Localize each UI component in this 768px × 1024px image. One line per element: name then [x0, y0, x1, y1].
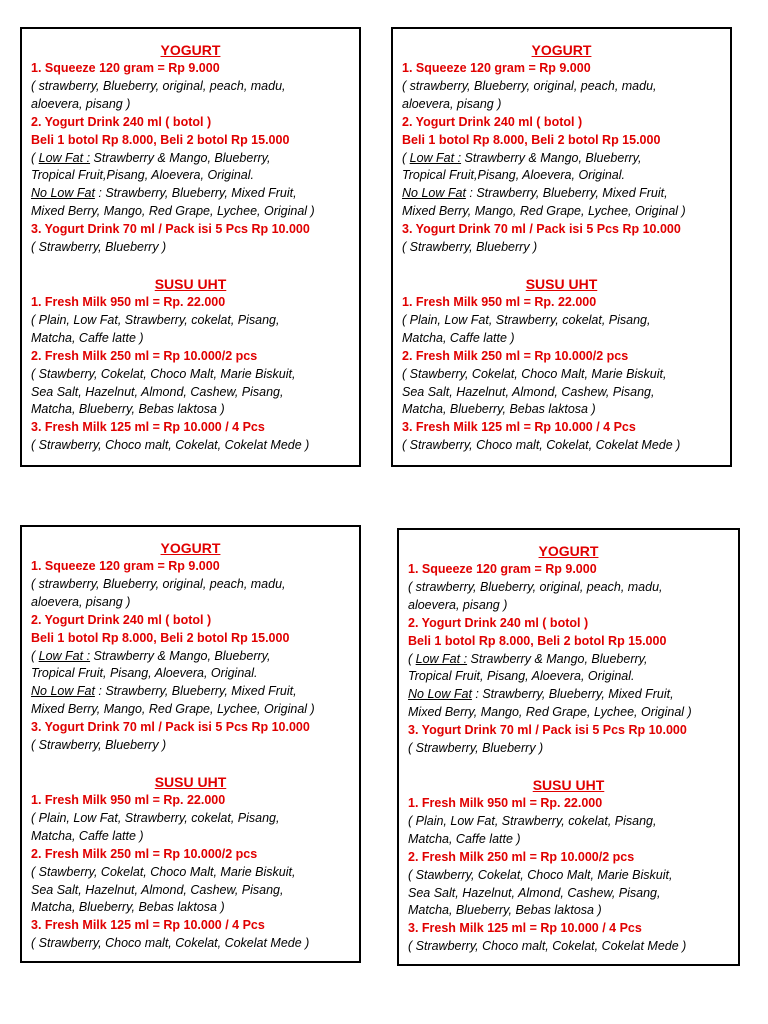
no-low-fat-flavors-cont: Mixed Berry, Mango, Red Grape, Lychee, Original ): [31, 204, 315, 219]
low-fat-line: [31, 150, 359, 168]
yogurt-title: YOGURT: [160, 540, 221, 556]
no-low-fat-line: [31, 683, 359, 701]
milk-950-flavors: ( Plain, Low Fat, Strawberry, cokelat, Pisang,: [31, 810, 280, 825]
no-low-fat-label: No Low Fat: [31, 186, 95, 201]
no-low-fat-label: No Low Fat: [31, 684, 95, 699]
yogurt-70-item: 3. Yogurt Drink 70 ml / Pack isi 5 Pcs Rp 10.000: [408, 723, 687, 738]
low-fat-prefix: (: [31, 150, 39, 165]
no-low-fat-flavors: : Strawberry, Blueberry, Mixed Fruit,: [471, 687, 674, 702]
no-low-fat-line: [31, 185, 359, 203]
squeeze-flavors-cont: aloevera, pisang ): [408, 597, 508, 612]
yogurt-240-price: Beli 1 botol Rp 8.000, Beli 2 botol Rp 15.000: [402, 132, 661, 147]
milk-125-flavors: ( Strawberry, Choco malt, Cokelat, Cokelat Mede ): [408, 939, 687, 954]
squeeze-item: 1. Squeeze 120 gram = Rp 9.000: [402, 61, 591, 75]
susu-uht-title: SUSU UHT: [154, 275, 227, 292]
no-low-fat-flavors: : Strawberry, Blueberry, Mixed Fruit,: [94, 186, 297, 201]
yogurt-70-flavors: ( Strawberry, Blueberry ): [408, 741, 544, 756]
milk-250-item: 2. Fresh Milk 250 ml = Rp 10.000/2 pcs: [402, 348, 629, 363]
yogurt-title: YOGURT: [538, 543, 599, 559]
no-low-fat-flavors: : Strawberry, Blueberry, Mixed Fruit,: [465, 186, 668, 201]
milk-125-item: 3. Fresh Milk 125 ml = Rp 10.000 / 4 Pcs: [31, 918, 265, 933]
yogurt-title: YOGURT: [160, 42, 221, 58]
price-card-top-right: [391, 27, 732, 467]
milk-950-flavors-cont: Matcha, Caffe latte ): [31, 828, 144, 843]
price-card-bottom-left: [20, 525, 361, 963]
milk-250-flavors: ( Stawberry, Cokelat, Choco Malt, Marie Biskuit,: [402, 366, 667, 381]
milk-125-item: 3. Fresh Milk 125 ml = Rp 10.000 / 4 Pcs: [408, 921, 642, 936]
milk-950-flavors: ( Plain, Low Fat, Strawberry, cokelat, Pisang,: [31, 312, 280, 327]
milk-250-flavors-cont: Sea Salt, Hazelnut, Almond, Cashew, Pisang,: [31, 882, 284, 897]
no-low-fat-line: [408, 686, 738, 704]
squeeze-flavors: ( strawberry, Blueberry, original, peach, madu,: [31, 576, 286, 591]
yogurt-240-item: 2. Yogurt Drink 240 ml ( botol ): [31, 612, 212, 627]
low-fat-prefix: (: [408, 651, 416, 666]
yogurt-240-item: 2. Yogurt Drink 240 ml ( botol ): [402, 114, 583, 129]
squeeze-flavors: ( strawberry, Blueberry, original, peach, madu,: [408, 579, 663, 594]
milk-250-item: 2. Fresh Milk 250 ml = Rp 10.000/2 pcs: [31, 846, 258, 861]
squeeze-item: 1. Squeeze 120 gram = Rp 9.000: [31, 61, 220, 75]
milk-950-item: 1. Fresh Milk 950 ml = Rp. 22.000: [31, 294, 226, 309]
no-low-fat-flavors-cont: Mixed Berry, Mango, Red Grape, Lychee, Original ): [408, 705, 692, 720]
yogurt-70-flavors: ( Strawberry, Blueberry ): [402, 240, 538, 255]
milk-250-flavors-cont2: Matcha, Blueberry, Bebas laktosa ): [31, 402, 225, 417]
squeeze-flavors-cont: aloevera, pisang ): [402, 96, 502, 111]
low-fat-label: Low Fat :: [38, 648, 91, 663]
milk-250-flavors-cont: Sea Salt, Hazelnut, Almond, Cashew, Pisang,: [408, 885, 661, 900]
no-low-fat-label: No Low Fat: [408, 687, 472, 702]
yogurt-240-price: Beli 1 botol Rp 8.000, Beli 2 botol Rp 15.000: [31, 132, 290, 147]
milk-950-item: 1. Fresh Milk 950 ml = Rp. 22.000: [402, 294, 597, 309]
low-fat-flavors-cont: Tropical Fruit,Pisang, Aloevera, Original.: [402, 168, 626, 183]
milk-250-flavors-cont: Sea Salt, Hazelnut, Almond, Cashew, Pisang,: [31, 384, 284, 399]
yogurt-240-item: 2. Yogurt Drink 240 ml ( botol ): [408, 615, 589, 630]
milk-250-flavors: ( Stawberry, Cokelat, Choco Malt, Marie Biskuit,: [31, 366, 296, 381]
milk-250-flavors-cont2: Matcha, Blueberry, Bebas laktosa ): [402, 402, 596, 417]
milk-250-flavors-cont2: Matcha, Blueberry, Bebas laktosa ): [31, 900, 225, 915]
milk-125-flavors: ( Strawberry, Choco malt, Cokelat, Cokelat Mede ): [31, 936, 310, 951]
milk-125-item: 3. Fresh Milk 125 ml = Rp 10.000 / 4 Pcs: [31, 420, 265, 435]
susu-uht-title: SUSU UHT: [154, 773, 227, 790]
milk-125-flavors: ( Strawberry, Choco malt, Cokelat, Cokelat Mede ): [402, 438, 681, 453]
price-card-bottom-right: [397, 528, 740, 966]
squeeze-item: 1. Squeeze 120 gram = Rp 9.000: [408, 562, 597, 576]
milk-250-flavors: ( Stawberry, Cokelat, Choco Malt, Marie Biskuit,: [31, 864, 296, 879]
susu-uht-title: SUSU UHT: [525, 275, 598, 292]
squeeze-item: 1. Squeeze 120 gram = Rp 9.000: [31, 559, 220, 573]
milk-125-item: 3. Fresh Milk 125 ml = Rp 10.000 / 4 Pcs: [402, 420, 636, 435]
yogurt-240-price: Beli 1 botol Rp 8.000, Beli 2 botol Rp 15.000: [408, 633, 667, 648]
milk-125-flavors: ( Strawberry, Choco malt, Cokelat, Cokelat Mede ): [31, 438, 310, 453]
susu-uht-title: SUSU UHT: [532, 776, 605, 793]
milk-250-item: 2. Fresh Milk 250 ml = Rp 10.000/2 pcs: [31, 348, 258, 363]
squeeze-flavors: ( strawberry, Blueberry, original, peach, madu,: [31, 78, 286, 93]
milk-250-item: 2. Fresh Milk 250 ml = Rp 10.000/2 pcs: [408, 849, 635, 864]
squeeze-flavors: ( strawberry, Blueberry, original, peach, madu,: [402, 78, 657, 93]
yogurt-70-item: 3. Yogurt Drink 70 ml / Pack isi 5 Pcs Rp 10.000: [31, 720, 310, 735]
price-card-top-left: [20, 27, 361, 467]
no-low-fat-flavors-cont: Mixed Berry, Mango, Red Grape, Lychee, Original ): [31, 702, 315, 717]
yogurt-70-item: 3. Yogurt Drink 70 ml / Pack isi 5 Pcs Rp 10.000: [402, 222, 681, 237]
low-fat-label: Low Fat :: [38, 150, 91, 165]
milk-950-flavors: ( Plain, Low Fat, Strawberry, cokelat, Pisang,: [408, 813, 657, 828]
milk-950-flavors-cont: Matcha, Caffe latte ): [402, 330, 515, 345]
low-fat-flavors-cont: Tropical Fruit, Pisang, Aloevera, Original.: [31, 666, 258, 681]
milk-250-flavors: ( Stawberry, Cokelat, Choco Malt, Marie Biskuit,: [408, 867, 673, 882]
low-fat-flavors: Strawberry & Mango, Blueberry,: [90, 648, 271, 663]
milk-950-item: 1. Fresh Milk 950 ml = Rp. 22.000: [31, 792, 226, 807]
milk-950-flavors-cont: Matcha, Caffe latte ): [31, 330, 144, 345]
low-fat-line: [31, 648, 359, 666]
milk-250-flavors-cont: Sea Salt, Hazelnut, Almond, Cashew, Pisang,: [402, 384, 655, 399]
yogurt-240-price: Beli 1 botol Rp 8.000, Beli 2 botol Rp 15.000: [31, 630, 290, 645]
low-fat-flavors: Strawberry & Mango, Blueberry,: [90, 150, 271, 165]
low-fat-prefix: (: [31, 648, 39, 663]
low-fat-flavors-cont: Tropical Fruit,Pisang, Aloevera, Original.: [31, 168, 255, 183]
low-fat-flavors: Strawberry & Mango, Blueberry,: [461, 150, 642, 165]
no-low-fat-label: No Low Fat: [402, 186, 466, 201]
squeeze-flavors-cont: aloevera, pisang ): [31, 594, 131, 609]
no-low-fat-flavors: : Strawberry, Blueberry, Mixed Fruit,: [94, 684, 297, 699]
low-fat-prefix: (: [402, 150, 410, 165]
low-fat-label: Low Fat :: [409, 150, 462, 165]
milk-950-flavors: ( Plain, Low Fat, Strawberry, cokelat, Pisang,: [402, 312, 651, 327]
milk-250-flavors-cont2: Matcha, Blueberry, Bebas laktosa ): [408, 903, 602, 918]
low-fat-line: [402, 150, 730, 168]
no-low-fat-line: [402, 185, 730, 203]
yogurt-70-flavors: ( Strawberry, Blueberry ): [31, 240, 167, 255]
milk-950-flavors-cont: Matcha, Caffe latte ): [408, 831, 521, 846]
yogurt-240-item: 2. Yogurt Drink 240 ml ( botol ): [31, 114, 212, 129]
yogurt-70-flavors: ( Strawberry, Blueberry ): [31, 738, 167, 753]
yogurt-title: YOGURT: [531, 42, 592, 58]
yogurt-70-item: 3. Yogurt Drink 70 ml / Pack isi 5 Pcs Rp 10.000: [31, 222, 310, 237]
low-fat-flavors: Strawberry & Mango, Blueberry,: [467, 651, 648, 666]
no-low-fat-flavors-cont: Mixed Berry, Mango, Red Grape, Lychee, Original ): [402, 204, 686, 219]
low-fat-line: [408, 651, 738, 669]
squeeze-flavors-cont: aloevera, pisang ): [31, 96, 131, 111]
low-fat-label: Low Fat :: [415, 651, 468, 666]
milk-950-item: 1. Fresh Milk 950 ml = Rp. 22.000: [408, 795, 603, 810]
low-fat-flavors-cont: Tropical Fruit, Pisang, Aloevera, Original.: [408, 669, 635, 684]
